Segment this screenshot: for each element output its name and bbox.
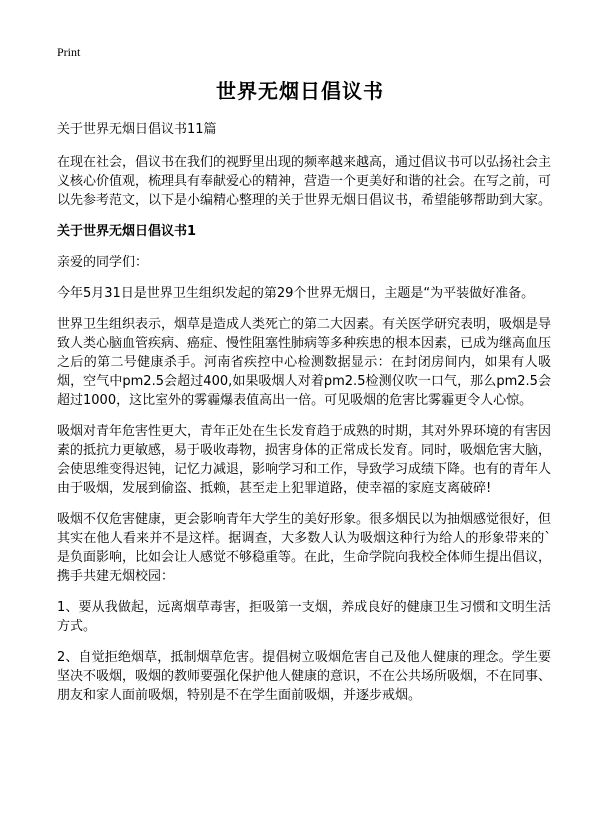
article-body <box>57 120 551 717</box>
print-label: Print <box>57 45 81 59</box>
list-item: 2、自觉拒绝烟草，抵制烟草危害。提倡树立吸烟危害自己及他人健康的理念。学生要坚决不吸烟，吸烟的教师要强化保护他人健康的意识，不在公共场所吸烟，不在同事、朋友和家人面前吸烟，特别是不在学生面前吸烟，并逐步戒烟。 <box>57 650 552 703</box>
list-item: 1、要从我做起，远离烟草毒害，拒吸第一支烟，养成良好的健康卫生习惯和文明生活方式。 <box>57 600 551 634</box>
intro-paragraph: 在现在社会，倡议书在我们的视野里出现的频率越来越高，通过倡议书可以弘扬社会主义核心价值观，梳理具有奉献爱心的精神，营造一个更美好和谐的社会。在写之前，可以先参考范文，以下是小编精心整理的关于世界无烟日倡议书，希望能够帮助到大家。 <box>57 155 552 208</box>
body-paragraph: 吸烟不仅危害健康，更会影响青年大学生的美好形象。很多烟民以为抽烟感觉很好，但其实在他人看来并不是这样。据调查，大多数人认为吸烟这种行为给人的形象带来的`是负面影响，比如会让人感觉不够稳重等。在此，生命学院向我校全体师生提出倡议，携手共建无烟校园： <box>57 512 552 584</box>
body-paragraph: 世界卫生组织表示，烟草是造成人类死亡的第二大因素。有关医学研究表明，吸烟是导致人类心脑血管疾病、癌症、慢性阻塞性肺病等多种疾患的根本因素，已成为继高血压之后的第二号健康杀手。河南省疾控中心检测数据显示：在封闭房间内，如果有人吸烟，空气中pm2.5会超过400,如果吸烟人对着pm2.5检测仪吹一口气，那么pm2.5会超过1000，这比室外的雾霾爆表值高出一倍。可见吸烟的危害比雾霾更令人心惊。 <box>57 317 552 408</box>
body-paragraph: 吸烟对青年危害性更大，青年正处在生长发育趋于成熟的时期，其对外界环境的有害因素的抵抗力更敏感，易于吸收毒物，损害身体的正常成长发育。同时，吸烟危害大脑，会使思维变得迟钝，记忆力减退，影响学习和工作，导致学习成绩下降。也有的青年人由于吸烟，发展到偷盗、抵赖，甚至走上犯罪道路，使幸福的家庭支离破碎! <box>57 424 552 496</box>
greeting: 亲爱的同学们： <box>57 255 149 270</box>
body-paragraph: 今年5月31日是世界卫生组织发起的第29个世界无烟日，主题是“为平装做好准备。 <box>57 286 535 301</box>
page-title: 世界无烟日倡议书 <box>216 79 384 103</box>
article-subtitle: 关于世界无烟日倡议书11篇 <box>57 122 217 137</box>
section-heading: 关于世界无烟日倡议书1 <box>57 224 197 239</box>
